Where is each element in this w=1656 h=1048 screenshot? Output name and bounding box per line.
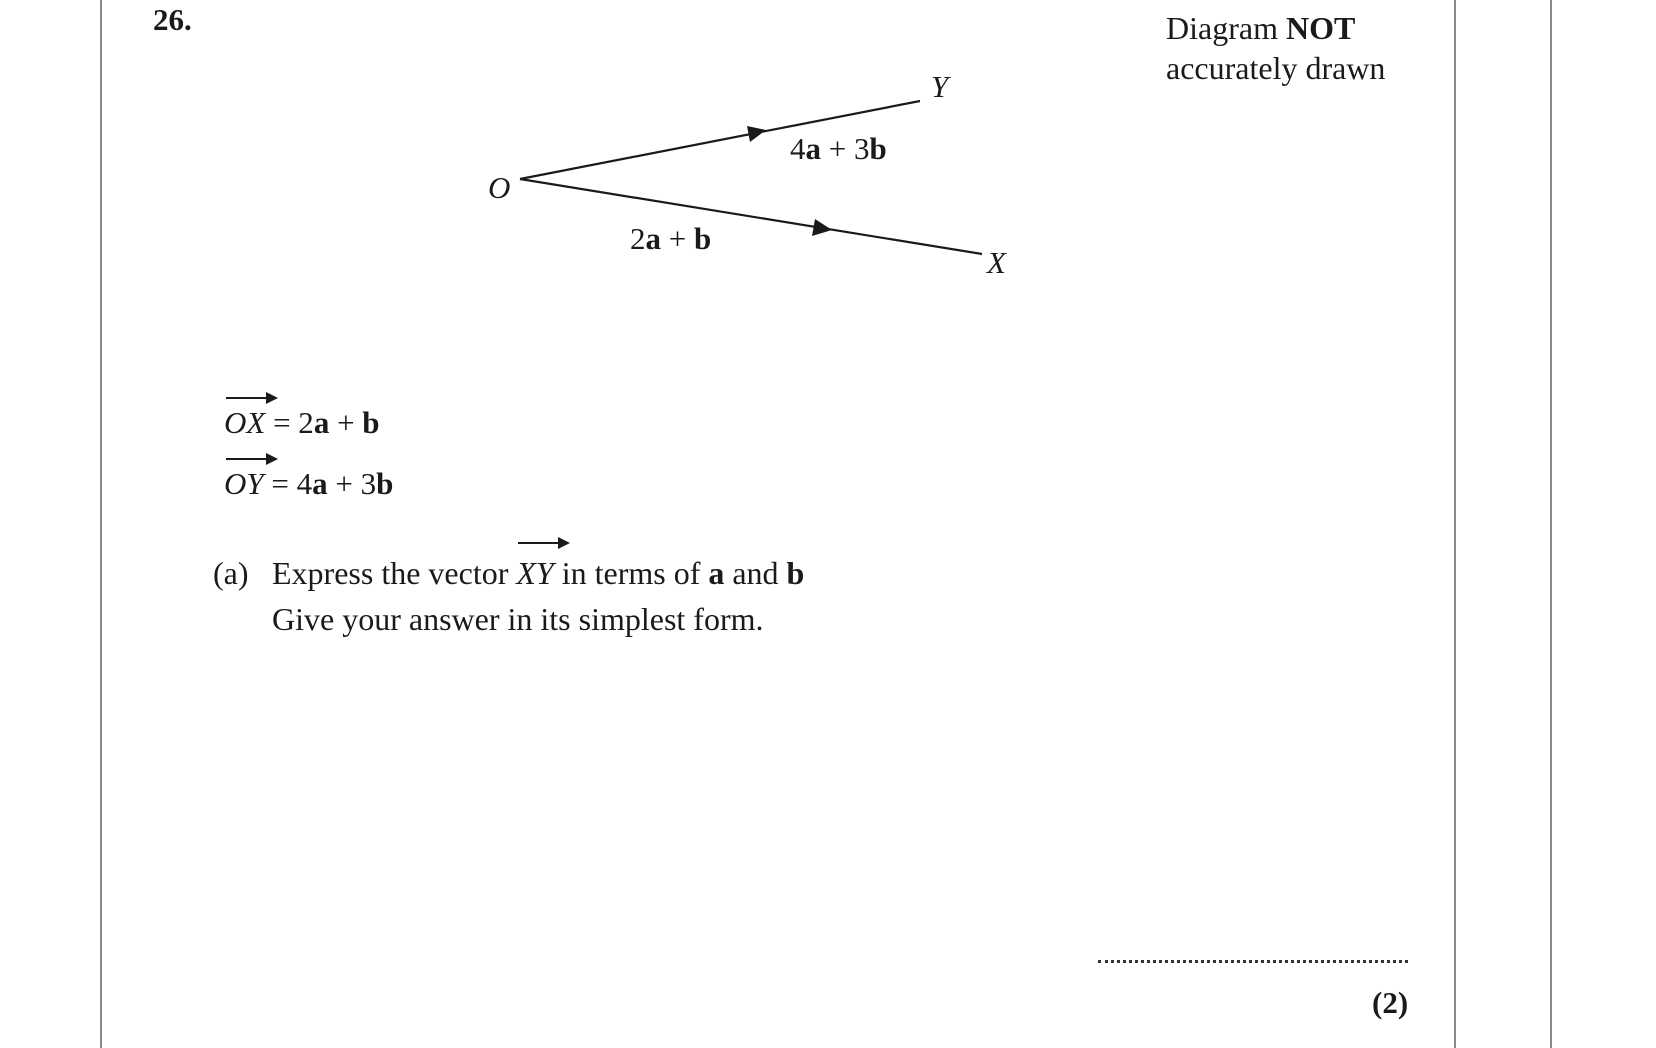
vector-arrow-icon [516, 536, 570, 550]
part-a-b: b [786, 555, 805, 591]
vector-oy-a: a [312, 466, 328, 501]
vector-oy-eq: = 4 [263, 466, 313, 501]
vector-oy-b: b [376, 466, 394, 501]
vector-ox-text: OX [224, 405, 266, 440]
part-a-label: (a) [213, 555, 249, 591]
edge-oy-coef-a: 4 [790, 131, 806, 166]
vector-arrow-icon [224, 452, 278, 466]
edge-ox-coef-a: 2 [630, 221, 646, 256]
vector-xy-name [516, 548, 553, 596]
part-a-text2: in terms of [553, 555, 709, 591]
part-a [213, 548, 804, 642]
part-a-a: a [708, 555, 725, 591]
vector-oy-plus: + 3 [327, 466, 377, 501]
vector-diagram [0, 0, 1656, 400]
part-a-and: and [724, 555, 787, 591]
vector-ox-plus: + [329, 405, 363, 440]
segment-ox [520, 179, 982, 254]
marks-label: (2) [1372, 985, 1409, 1020]
vector-arrow-icon [224, 391, 278, 405]
vector-ox-name [224, 403, 265, 441]
edge-oy-b: b [869, 131, 887, 166]
edge-oy-plus: + [821, 131, 854, 166]
edge-oy-label [790, 131, 887, 166]
edge-ox-a: a [645, 221, 661, 256]
arrow-ox [812, 219, 832, 236]
edge-ox-label [630, 221, 711, 256]
given-ox [224, 403, 380, 441]
vector-xy-text: XY [516, 555, 554, 591]
point-x-label: X [987, 245, 1006, 280]
question-number: 26. [153, 2, 192, 37]
edge-oy-a: a [805, 131, 821, 166]
part-a-line2: Give your answer in its simplest form. [272, 601, 764, 637]
vector-oy-text: OY [224, 466, 264, 501]
vector-ox-a: a [313, 405, 330, 440]
part-a-text1: Express the vector [272, 555, 517, 591]
edge-oy-coef-b: 3 [853, 131, 870, 166]
edge-ox-plus: + [661, 221, 694, 256]
vector-oy-name [224, 464, 264, 502]
vector-ox-eq: = 2 [265, 405, 314, 440]
diagram-note-prefix: Diagram [1166, 10, 1286, 46]
point-o-label: O [488, 170, 511, 205]
diagram-note-line2: accurately drawn [1166, 50, 1386, 86]
diagram-note-bold: NOT [1285, 10, 1356, 46]
vector-ox-b: b [362, 405, 380, 440]
arrow-oy [747, 126, 766, 142]
point-y-label: Y [931, 69, 949, 104]
answer-line[interactable] [1098, 960, 1408, 967]
given-oy [224, 464, 393, 502]
edge-ox-b: b [693, 221, 712, 256]
